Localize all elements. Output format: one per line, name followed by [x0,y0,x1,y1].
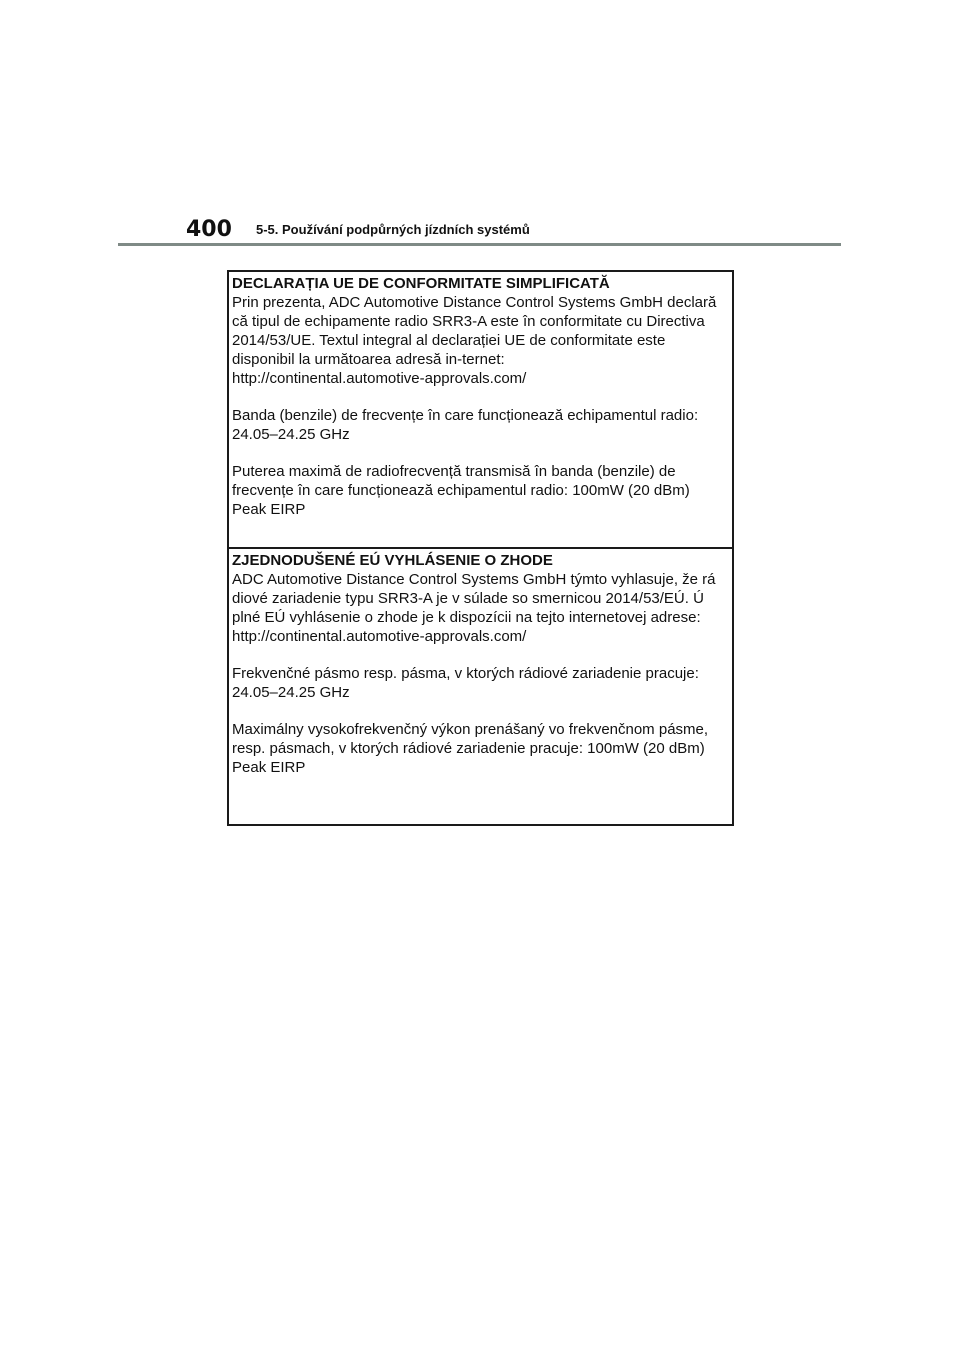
page-header [186,214,530,244]
slovak-paragraph-frequency: Frekvenčné pásmo resp. pásma, v ktorých rádiové zariadenie pracuje: 24.05–24.25 GHz [232,665,699,701]
page-number: 400 [186,216,232,242]
conformity-notice-box [227,270,734,826]
romanian-heading: DECLARAȚIA UE DE CONFORMITATE SIMPLIFICATĂ [232,275,610,292]
slovak-heading: ZJEDNODUŠENÉ EÚ VYHLÁSENIE O ZHODE [232,552,553,569]
slovak-paragraph-intro: ADC Automotive Distance Control Systems GmbH týmto vyhlasuje, že rá diové zariadenie typu SRR3-A je v súlade so smernicou 2014/53/EÚ. Ú plné EÚ vyhlásenie o zhode je k dispozícii na tejto internetovej adrese: http://continental.automotive-approvals.com/ [232,571,716,645]
slovak-paragraph-power: Maximálny vysokofrekvenčný výkon prenášaný vo frekvenčnom pásme, resp. pásmach, v ktorých rádiové zariadenie pracuje: 100mW (20 dBm) Peak EIRP [232,721,709,776]
header-rule [118,243,841,246]
romanian-paragraph-frequency: Banda (benzile) de frecvențe în care funcționează echipamentul radio: 24.05–24.25 GHz [232,407,699,443]
romanian-paragraph-intro: Prin prezenta, ADC Automotive Distance Control Systems GmbH declară că tipul de echipamente radio SRR3-A este în conformitate cu Directiva 2014/53/UE. Textul integral al declarației UE de conformitate este disponibil la următoarea adresă in-ternet: http://continental.automotive-approvals.com/ [232,294,717,387]
section-title: 5-5. Používání podpůrných jízdních systémů [256,221,530,237]
romanian-paragraph-power: Puterea maximă de radiofrecvență transmisă în banda (benzile) de frecvențe în care funcționează echipamentul radio: 100mW (20 dBm) Peak EIRP [232,463,690,518]
slovak-declaration [229,549,732,824]
romanian-declaration [229,272,732,547]
